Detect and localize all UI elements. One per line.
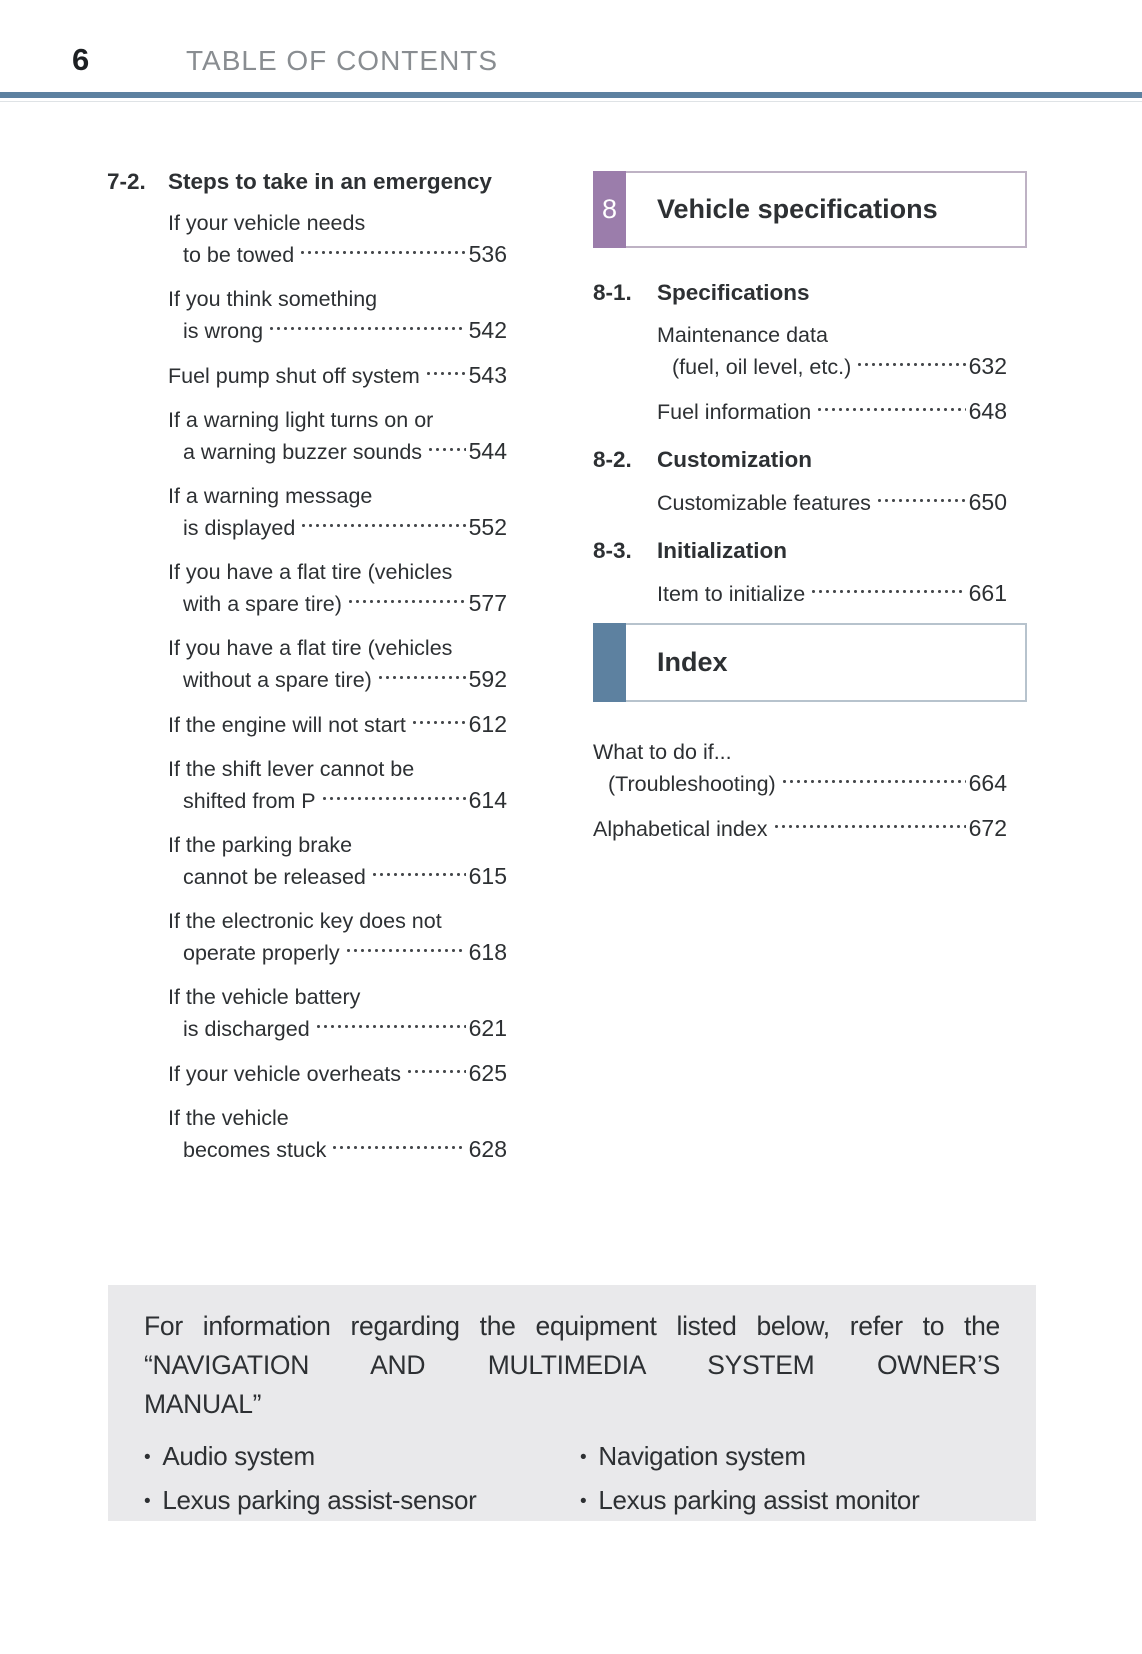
dot-leader: [315, 1013, 466, 1045]
toc-entry: [168, 633, 507, 696]
toc-entry-line2: [657, 351, 1007, 383]
toc-entry-list: [593, 487, 1007, 519]
section-title: Initialization: [657, 538, 788, 563]
toc-entry-line1: [593, 737, 1007, 768]
page-number: 615: [468, 863, 507, 889]
toc-entry-text: (fuel, oil level, etc.): [672, 355, 852, 379]
bullet-item: • Navigation system: [580, 1436, 919, 1480]
page-number: 621: [468, 1015, 507, 1041]
dot-leader: [856, 351, 965, 383]
toc-entry-text: Maintenance data: [657, 323, 828, 347]
toc-entry-line1: [168, 284, 507, 315]
toc-entry-line1: [657, 487, 1007, 519]
dot-leader: [816, 396, 965, 428]
page-number: 612: [468, 711, 507, 737]
toc-entry-list: [107, 208, 507, 1166]
page-number-header: 6: [72, 42, 90, 77]
toc-entry-line1: [168, 1058, 507, 1090]
toc-entry-text: shifted from P: [183, 789, 316, 813]
note-bullet-columns: [144, 1436, 1000, 1521]
section-number: 7-2.: [107, 169, 146, 194]
right-column: [593, 171, 1027, 858]
toc-entry: [168, 284, 507, 347]
toc-entry: [168, 830, 507, 893]
dot-leader: [781, 768, 966, 800]
toc-entry-line1: [168, 633, 507, 664]
page-number: 544: [468, 438, 507, 464]
toc-entry-line2: [168, 588, 507, 620]
header-rule: [0, 92, 1142, 98]
toc-entry-text: If your vehicle overheats: [168, 1062, 402, 1086]
bullet-item: • Lexus parking assist monitor: [580, 1480, 919, 1521]
page-number: 632: [968, 353, 1007, 379]
note-line: MANUAL”: [144, 1389, 262, 1419]
section-title: Specifications: [657, 280, 810, 305]
toc-entry-text: is wrong: [183, 319, 264, 343]
toc-entry-text: Item to initialize: [657, 582, 806, 606]
toc-entry-text: without a spare tire): [183, 668, 372, 692]
dot-leader: [427, 436, 466, 468]
toc-entry-line2: [168, 937, 507, 969]
toc-entry-text: If your vehicle needs: [168, 211, 366, 235]
toc-entry-line2: [168, 239, 507, 271]
toc-entry-list: [593, 737, 1007, 845]
index-box: [593, 623, 1027, 702]
toc-entry-text: with a spare tire): [183, 592, 342, 616]
toc-entry-text: If the electronic key does not: [168, 909, 442, 933]
bullet-list-left: [144, 1436, 580, 1521]
index-entries: [593, 737, 1007, 845]
toc-entry-text: What to do if...: [593, 740, 732, 764]
dot-leader: [331, 1134, 465, 1166]
toc-entry-line2: [168, 315, 507, 347]
toc-entry-text: cannot be released: [183, 865, 366, 889]
page-number: 664: [968, 770, 1007, 796]
toc-entry-line1: [168, 405, 507, 436]
page-number: 536: [468, 241, 507, 267]
toc-entry-text: If a warning light turns on or: [168, 408, 434, 432]
page-number: 577: [468, 590, 507, 616]
toc-entry-line1: [168, 481, 507, 512]
toc-entry-text: If the vehicle battery: [168, 985, 361, 1009]
toc-entry: [168, 481, 507, 544]
toc-entry-text: is discharged: [183, 1017, 310, 1041]
dot-leader: [321, 785, 466, 817]
toc-entry-line1: [168, 360, 507, 392]
toc-entry-line1: [168, 208, 507, 239]
toc-entry-text: If the engine will not start: [168, 713, 406, 737]
page-number: 552: [468, 514, 507, 540]
section-title: Customization: [657, 447, 812, 472]
header-rule-shadow: [0, 101, 1142, 102]
section-title: Steps to take in an emergency: [168, 169, 492, 194]
toc-entry-list: [593, 578, 1007, 610]
toc-entry-line2: [168, 1013, 507, 1045]
page-number: 672: [968, 815, 1007, 841]
section-number: 8-3.: [593, 538, 632, 563]
toc-entry-line2: [168, 1134, 507, 1166]
bullet-list-right: [580, 1436, 919, 1521]
toc-entry: [168, 557, 507, 620]
toc-entry: [168, 1058, 507, 1090]
toc-entry-text: to be towed: [183, 243, 295, 267]
page-number: 628: [468, 1136, 507, 1162]
dot-leader: [810, 578, 965, 610]
toc-entry: [593, 737, 1007, 800]
toc-entry: [657, 320, 1007, 383]
toc-entry-text: If a warning message: [168, 484, 373, 508]
toc-entry-text: If the shift lever cannot be: [168, 757, 415, 781]
dot-leader: [371, 861, 466, 893]
page-number: 592: [468, 666, 507, 692]
toc-entry-text: If you think something: [168, 287, 378, 311]
toc-entry-line2: [168, 861, 507, 893]
toc-entry: [168, 405, 507, 468]
toc-entry: [168, 709, 507, 741]
dot-leader: [300, 512, 465, 544]
chapter-number-tab: 8: [593, 171, 626, 248]
toc-entry: [657, 578, 1007, 610]
dot-leader: [406, 1058, 466, 1090]
dot-leader: [425, 360, 466, 392]
toc-entry-text: is displayed: [183, 516, 296, 540]
toc-entry-line1: [168, 830, 507, 861]
toc-entry-text: operate properly: [183, 941, 340, 965]
toc-entry-line2: [168, 785, 507, 817]
toc-entry-text: (Troubleshooting): [608, 772, 776, 796]
toc-entry-line1: [168, 982, 507, 1013]
toc-entry: [168, 754, 507, 817]
toc-entry-line2: [168, 512, 507, 544]
toc-entry-line1: [168, 906, 507, 937]
dot-leader: [268, 315, 466, 347]
dot-leader: [773, 813, 966, 845]
toc-entry: [168, 208, 507, 271]
toc-entry-text: Customizable features: [657, 491, 871, 515]
toc-entry-list: [593, 320, 1007, 428]
toc-entry: [168, 906, 507, 969]
index-tab: [593, 623, 626, 702]
section-heading-7-2: [107, 166, 507, 197]
page-number: 618: [468, 939, 507, 965]
toc-entry: [657, 396, 1007, 428]
chapter-8-sections: [593, 277, 1007, 610]
toc-entry: [168, 360, 507, 392]
toc-entry-text: If the parking brake: [168, 833, 353, 857]
toc-entry-line1: [168, 1103, 507, 1134]
page-number: 614: [468, 787, 507, 813]
toc-entry-text: Alphabetical index: [593, 817, 768, 841]
toc-entry-text: If the vehicle: [168, 1106, 289, 1130]
toc-entry-line1: [657, 396, 1007, 428]
bullet-item: • Lexus parking assist-sensor: [144, 1480, 580, 1521]
note-paragraph: [144, 1307, 1000, 1424]
dot-leader: [345, 937, 466, 969]
section-heading-8-1: [593, 277, 1007, 308]
note-box: [108, 1285, 1036, 1521]
page-number: 625: [468, 1060, 507, 1086]
toc-entry-text: a warning buzzer sounds: [183, 440, 423, 464]
dot-leader: [876, 487, 966, 519]
section-number: 8-2.: [593, 447, 632, 472]
page-number: 542: [468, 317, 507, 343]
dot-leader: [411, 709, 466, 741]
toc-entry-text: Fuel pump shut off system: [168, 364, 420, 388]
toc-entry-line1: [593, 813, 1007, 845]
toc-entry-text: If you have a flat tire (vehicles: [168, 560, 453, 584]
toc-entry: [657, 487, 1007, 519]
toc-entry: [593, 813, 1007, 845]
toc-entry-text: becomes stuck: [183, 1138, 327, 1162]
toc-entry: [168, 1103, 507, 1166]
bullet-item: • Audio system: [144, 1436, 580, 1480]
dot-leader: [347, 588, 466, 620]
section-heading-8-3: [593, 535, 1007, 566]
toc-entry-line2: [168, 436, 507, 468]
note-line: “NAVIGATION AND MULTIMEDIA SYSTEM OWNER’S: [144, 1350, 1000, 1380]
toc-entry-line1: [657, 578, 1007, 610]
toc-entry-line2: [168, 664, 507, 696]
section-heading-8-2: [593, 444, 1007, 475]
page-number: 648: [968, 398, 1007, 424]
toc-entry-line2: [593, 768, 1007, 800]
toc-entry-line1: [168, 754, 507, 785]
page-number: 543: [468, 362, 507, 388]
page-number: 661: [968, 580, 1007, 606]
page-number: 650: [968, 489, 1007, 515]
chapter-8-box: [593, 171, 1027, 248]
dot-leader: [377, 664, 466, 696]
toc-entry-line1: [168, 557, 507, 588]
toc-entry-text: If you have a flat tire (vehicles: [168, 636, 453, 660]
chapter-title: Vehicle specifications: [657, 194, 938, 224]
toc-entry-line1: [657, 320, 1007, 351]
toc-entry: [168, 982, 507, 1045]
page-title: TABLE OF CONTENTS: [186, 45, 499, 76]
section-number: 8-1.: [593, 280, 632, 305]
note-line: For information regarding the equipment listed below, refer to the: [144, 1311, 1000, 1341]
left-column: [107, 166, 507, 1179]
index-title: Index: [657, 647, 728, 677]
toc-entry-line1: [168, 709, 507, 741]
dot-leader: [299, 239, 465, 271]
toc-entry-text: Fuel information: [657, 400, 812, 424]
